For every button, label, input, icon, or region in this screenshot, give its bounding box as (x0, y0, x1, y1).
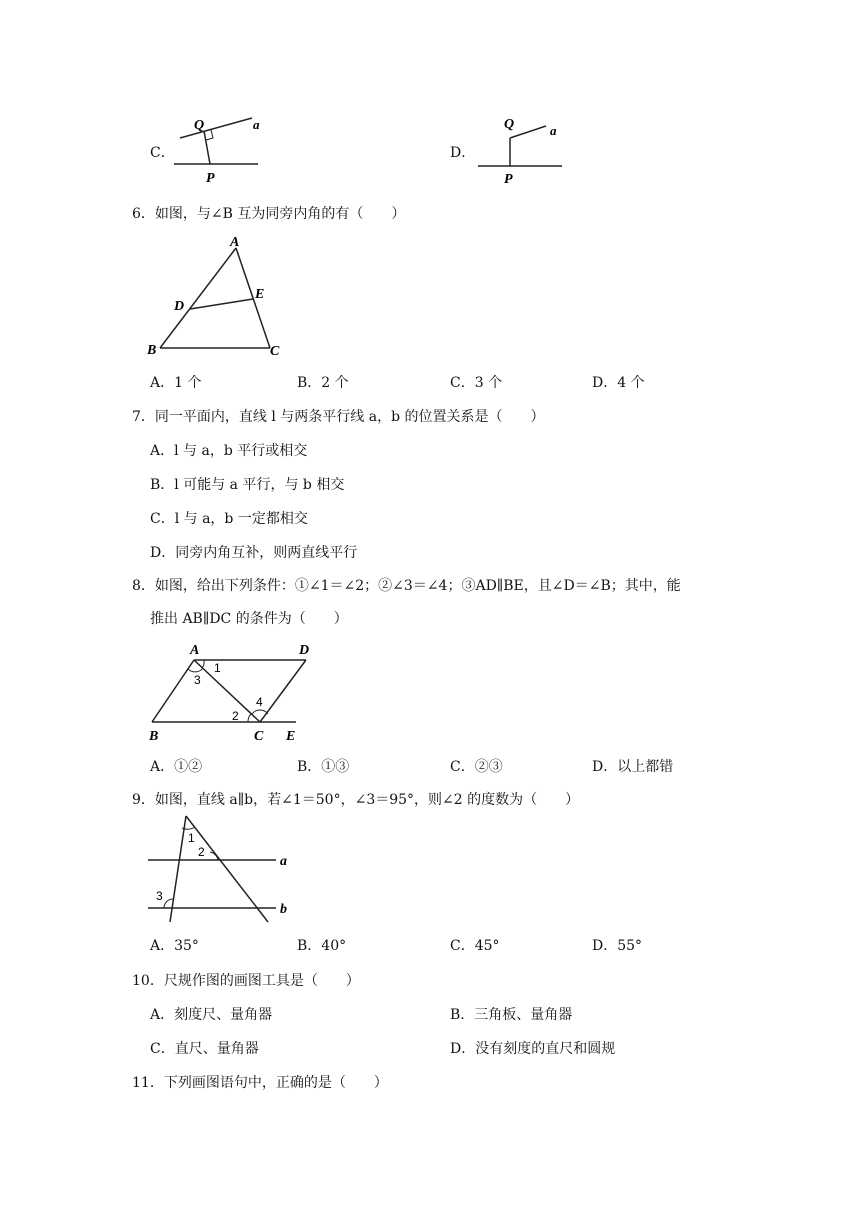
q9-option-b: B．40° (297, 938, 347, 954)
q9-option-a: A．35° (150, 938, 199, 954)
q5d-label-a: a (550, 123, 557, 138)
q6-option-a: A．1 个 (150, 375, 202, 391)
q8-text-line1: 8．如图，给出下列条件：①∠1＝∠2；②∠3＝∠4；③AD∥BE，且∠D＝∠B；其中，能 (132, 578, 681, 594)
q8-label-c: C (254, 729, 264, 744)
q9-label-a: a (280, 854, 287, 869)
q5c-label-a: a (253, 117, 260, 132)
q8-option-c: C．②③ (450, 759, 503, 775)
q5-figure-d (474, 108, 568, 186)
q8-figure (144, 638, 312, 744)
q8-label-e: E (286, 729, 296, 744)
q5d-label-p: P (504, 172, 513, 186)
q8-label-a: A (190, 643, 200, 658)
q5-figure-c (170, 112, 266, 186)
q8-option-b: B．①③ (297, 759, 350, 775)
q7-option-d: D．同旁内角互补，则两直线平行 (150, 545, 358, 561)
q9-option-d: D．55° (592, 938, 643, 954)
q5c-label-q: Q (194, 118, 205, 133)
q9-angle-3: 3 (156, 889, 163, 903)
q11-text: 11．下列画图语句中，正确的是（ ） (132, 1075, 388, 1091)
q5-option-d-label: D． (450, 145, 476, 161)
q6-label-b: B (147, 343, 157, 358)
q8-label-d: D (299, 643, 310, 658)
q7-option-a: A．l 与 a，b 平行或相交 (150, 443, 308, 459)
q6-figure (144, 232, 294, 360)
q10-option-a: A．刻度尺、量角器 (150, 1007, 273, 1023)
q5-option-c-label: C． (150, 145, 175, 161)
q6-label-c: C (270, 344, 280, 359)
q7-text: 7．同一平面内，直线 l 与两条平行线 a，b 的位置关系是（ ） (132, 409, 545, 425)
q8-angle-1: 1 (214, 661, 221, 675)
q9-angle-1: 1 (188, 831, 195, 845)
q6-option-c: C．3 个 (450, 375, 503, 391)
q8-angle-2: 2 (232, 709, 239, 723)
q8-text-line2: 推出 AB∥DC 的条件为（ ） (150, 611, 348, 627)
q9-figure (144, 812, 294, 926)
q7-option-b: B．l 可能与 a 平行，与 b 相交 (150, 477, 345, 493)
q9-angle-2: 2 (198, 845, 205, 859)
q8-angle-3: 3 (194, 673, 201, 687)
q8-option-a: A．①② (150, 759, 203, 775)
q8-option-d: D．以上都错 (592, 759, 674, 775)
q5d-label-q: Q (504, 117, 515, 132)
q6-label-d: D (174, 299, 185, 314)
q6-label-e: E (255, 287, 265, 302)
q9-option-c: C．45° (450, 938, 500, 954)
q6-label-a: A (230, 235, 240, 250)
q10-option-b: B．三角板、量角器 (450, 1007, 573, 1023)
q5c-label-p: P (206, 171, 215, 186)
q8-angle-4: 4 (256, 695, 263, 709)
q10-option-c: C．直尺、量角器 (150, 1041, 259, 1057)
q6-text: 6．如图，与∠B 互为同旁内角的有（ ） (132, 206, 406, 222)
q10-text: 10．尺规作图的画图工具是（ ） (132, 973, 360, 989)
q6-option-d: D．4 个 (592, 375, 645, 391)
q6-option-b: B．2 个 (297, 375, 349, 391)
q7-option-c: C．l 与 a，b 一定都相交 (150, 511, 308, 527)
q9-label-b: b (280, 902, 287, 917)
q8-label-b: B (149, 729, 159, 744)
q10-option-d: D．没有刻度的直尺和圆规 (450, 1041, 616, 1057)
q9-text: 9．如图，直线 a∥b，若∠1＝50°，∠3＝95°，则∠2 的度数为（ ） (132, 792, 580, 808)
